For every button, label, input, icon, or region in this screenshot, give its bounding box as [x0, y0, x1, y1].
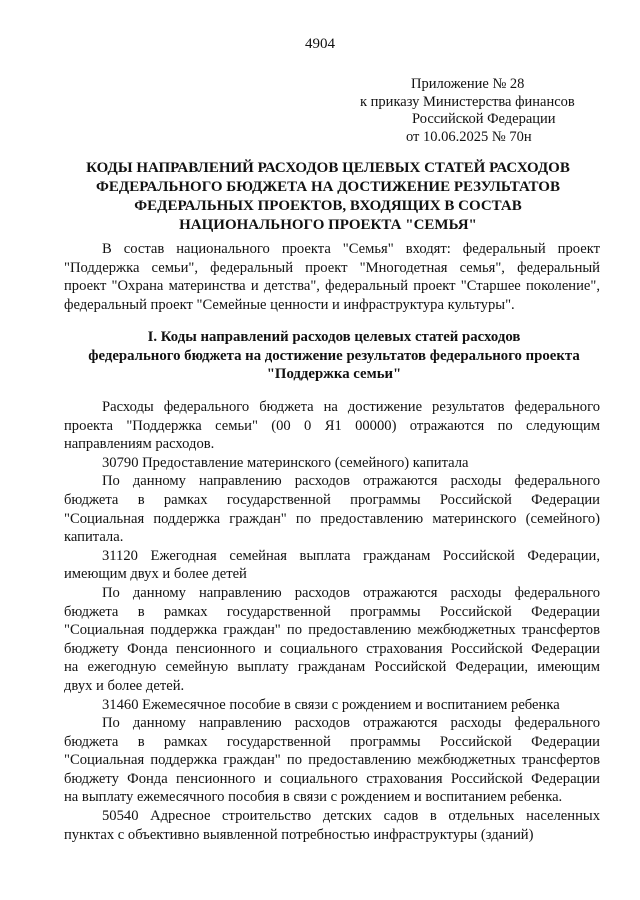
body-text	[64, 398, 600, 844]
section-title-line: "Поддержка семьи"	[266, 366, 402, 383]
appendix-line-number: Приложение № 28	[411, 76, 525, 92]
title-line: НАЦИОНАЛЬНОГО ПРОЕКТА "СЕМЬЯ"	[179, 217, 477, 233]
document-title	[68, 159, 588, 235]
appendix-line-order: к приказу Министерства финансов	[360, 93, 575, 110]
text-line: имеющим двух и более детей	[64, 566, 247, 583]
text-line: федеральный проект "Семейные ценности и инфраструктура культуры".	[64, 296, 515, 313]
text-line: По данному направлению расходов отражаются расходы федерального	[102, 584, 600, 601]
text-line: проект "Охрана материнства и детства", федеральный проект "Старшее поколение",	[64, 278, 600, 295]
appendix-line-date: от 10.06.2025 № 70н	[406, 128, 532, 145]
title-line: КОДЫ НАПРАВЛЕНИЙ РАСХОДОВ ЦЕЛЕВЫХ СТАТЕЙ РАСХОДОВ	[86, 160, 570, 176]
expense-code-heading: 30790 Предоставление материнского (семейного) капитала	[102, 454, 469, 471]
text-line: бюджету Фонда пенсионного и социального страхования Российской Федерации	[64, 640, 600, 657]
text-line: бюджету Фонда пенсионного и социального страхования Российской Федерации	[64, 770, 600, 787]
text-line: бюджета в рамках государственной программы Российской Федерации	[64, 603, 600, 620]
text-line: В состав национального проекта "Семья" входят: федеральный проект	[102, 241, 600, 257]
text-line: капитала.	[64, 529, 124, 546]
intro-paragraph	[64, 240, 600, 314]
expense-code-heading: 50540 Адресное строительство детских садов в отдельных населенных	[102, 808, 600, 825]
title-line: ФЕДЕРАЛЬНЫХ ПРОЕКТОВ, ВХОДЯЩИХ В СОСТАВ	[134, 198, 522, 214]
text-line: на ежегодную семейную выплату гражданам Российской Федерации, имеющим	[64, 659, 600, 676]
text-line: По данному направлению расходов отражаются расходы федерального	[102, 473, 600, 490]
section-title	[68, 328, 600, 384]
text-line: бюджета в рамках государственной программы Российской Федерации	[64, 733, 600, 750]
expense-code-heading: 31120 Ежегодная семейная выплата гражданам Российской Федерации,	[102, 547, 600, 564]
text-line: По данному направлению расходов отражаются расходы федерального	[102, 715, 600, 732]
text-line: направлениям расходов.	[64, 436, 215, 453]
section-title-line: I. Коды направлений расходов целевых статей расходов	[147, 329, 521, 345]
text-line: бюджета в рамках государственной программы Российской Федерации	[64, 491, 600, 508]
text-line: "Социальная поддержка граждан" по предоставлению межбюджетных трансфертов	[64, 622, 600, 639]
text-line: Расходы федерального бюджета на достижение результатов федерального	[102, 399, 600, 415]
page-number: 4904	[305, 36, 335, 52]
text-line: "Поддержка семьи", федеральный проект "Многодетная семья", федеральный	[64, 259, 600, 276]
appendix-line-country: Российской Федерации	[412, 111, 556, 127]
text-line: пунктах с объективно выявленной потребностью инфраструктуры (зданий)	[64, 826, 534, 843]
text-line: проекта "Поддержка семьи" (00 0 Я1 00000) отражаются по следующим	[64, 417, 600, 434]
section-title-line: федерального бюджета на достижение результатов федерального проекта	[88, 347, 580, 364]
text-line: двух и более детей.	[64, 677, 185, 694]
title-line: ФЕДЕРАЛЬНОГО БЮДЖЕТА НА ДОСТИЖЕНИЕ РЕЗУЛЬТАТОВ	[96, 179, 560, 195]
text-line: "Социальная поддержка граждан" по предоставлению материнского (семейного)	[64, 510, 600, 527]
appendix-header	[360, 76, 600, 146]
expense-code-heading: 31460 Ежемесячное пособие в связи с рождением и воспитанием ребенка	[102, 696, 560, 713]
text-line: "Социальная поддержка граждан" по предоставлению межбюджетных трансфертов	[64, 752, 600, 769]
text-line: на выплату ежемесячного пособия в связи с рождением и воспитанием ребенка.	[64, 789, 563, 806]
